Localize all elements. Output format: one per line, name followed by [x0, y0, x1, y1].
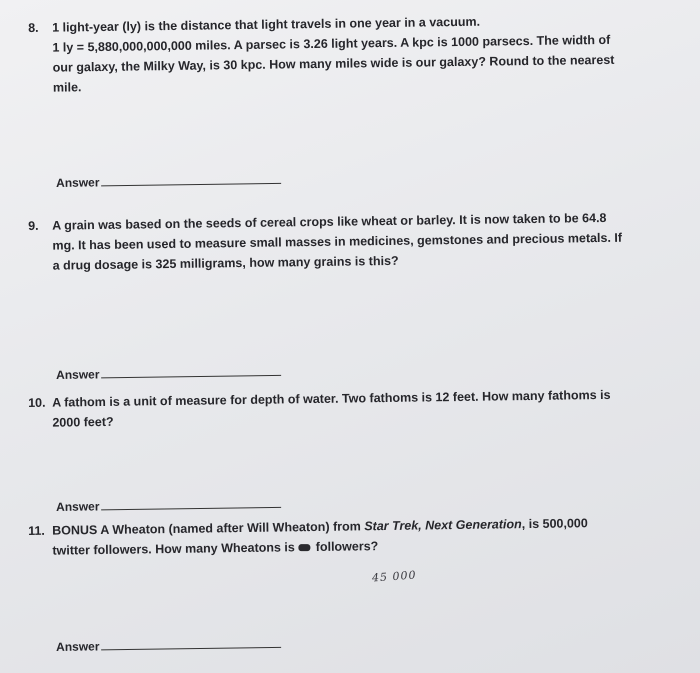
- question-10: [28, 384, 693, 433]
- answer-line[interactable]: [101, 507, 281, 511]
- question-text: [52, 512, 693, 561]
- question-line: our galaxy, the Milky Way, is 30 kpc. How many miles wide is our galaxy? Round to the nearest: [52, 52, 615, 75]
- question-line: mile.: [52, 80, 82, 95]
- text-span: , is 500,000: [521, 516, 588, 532]
- question-text: [52, 384, 693, 433]
- question-9: [28, 207, 694, 276]
- question-number: 9.: [28, 218, 39, 233]
- answer-8[interactable]: [56, 173, 282, 190]
- question-number: 8.: [28, 20, 39, 35]
- question-text: [52, 207, 694, 276]
- question-line: 1 light-year (ly) is the distance that light travels in one year in a vacuum.: [52, 14, 481, 35]
- question-line: mg. It has been used to measure small masses in medicines, gemstones and precious metals. If: [52, 230, 623, 253]
- answer-label: Answer: [56, 639, 100, 654]
- question-text: [52, 9, 694, 98]
- text-span: BONUS A Wheaton (named after Will Wheaton) from: [52, 519, 365, 538]
- show-title: Star Trek, Next Generation: [364, 517, 522, 534]
- answer-10[interactable]: [56, 497, 282, 514]
- answer-label: Answer: [56, 367, 100, 382]
- question-line: 2000 feet?: [52, 414, 114, 430]
- answer-label: Answer: [56, 175, 100, 190]
- scribble-mark: [298, 544, 310, 551]
- question-11: [28, 512, 693, 561]
- question-number: 11.: [28, 523, 45, 538]
- question-line: a drug dosage is 325 milligrams, how many grains is this?: [52, 253, 399, 273]
- question-line: 1 ly = 5,880,000,000,000 miles. A parsec is 3.26 light years. A kpc is 1000 parsecs. The width of: [52, 32, 611, 55]
- answer-line[interactable]: [101, 375, 281, 379]
- answer-label: Answer: [56, 499, 100, 514]
- handwritten-number: 45 000: [371, 568, 417, 585]
- question-number: 10.: [28, 395, 46, 410]
- text-span: twitter followers. How many Wheatons is: [52, 540, 299, 558]
- question-8: [28, 9, 694, 98]
- answer-line[interactable]: [101, 647, 281, 651]
- answer-11[interactable]: [56, 637, 282, 654]
- answer-9[interactable]: [56, 365, 282, 382]
- question-line: A grain was based on the seeds of cereal crops like wheat or barley. It is now taken to be 64.8: [52, 210, 607, 233]
- question-line: A fathom is a unit of measure for depth of water. Two fathoms is 12 feet. How many fathoms is: [52, 387, 611, 410]
- answer-line[interactable]: [101, 183, 281, 187]
- text-span: followers?: [312, 539, 379, 555]
